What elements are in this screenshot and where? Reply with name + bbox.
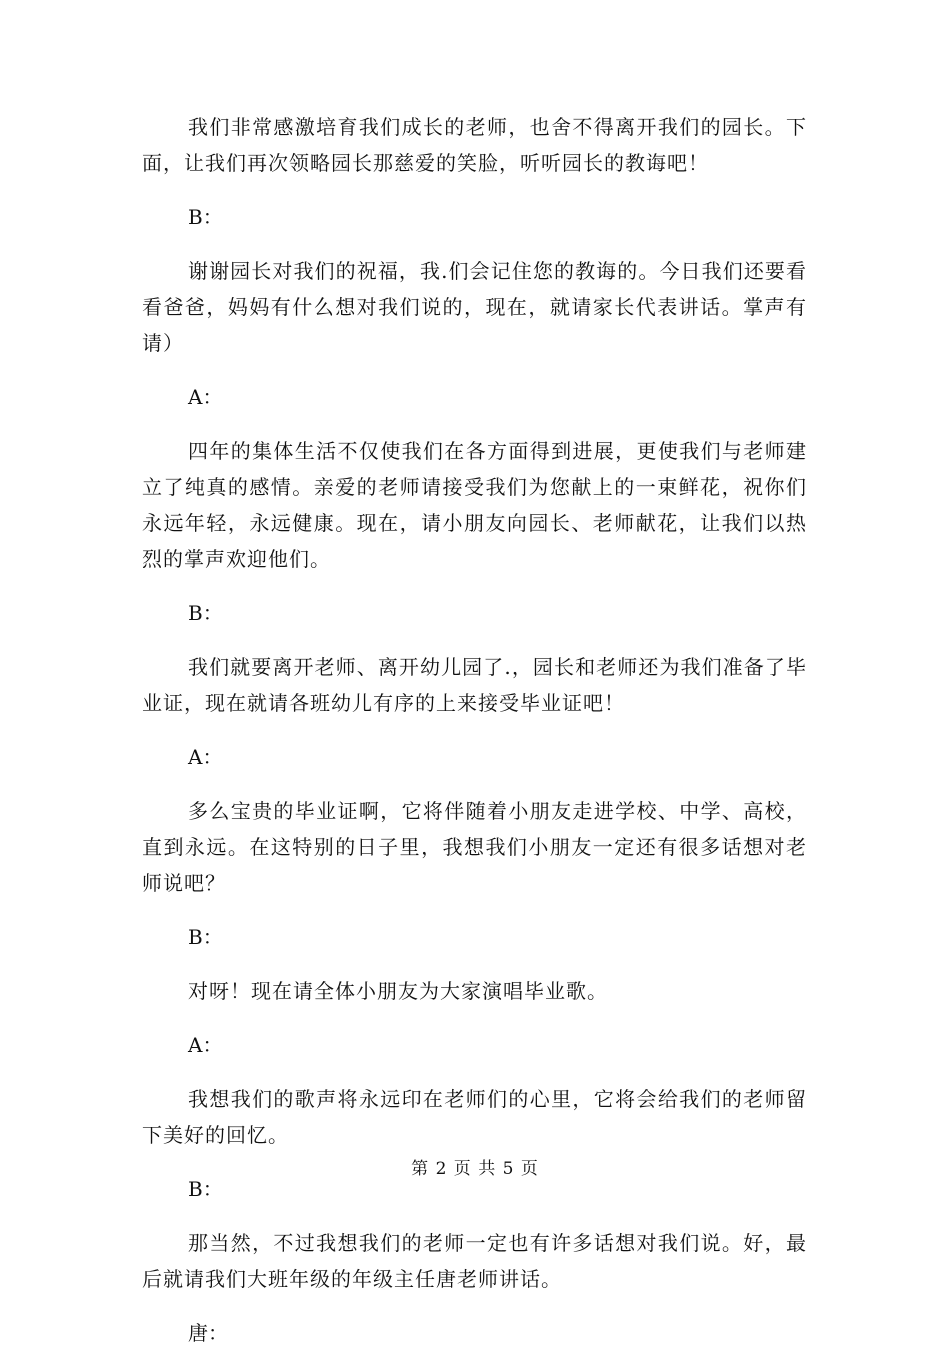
speaker-label: A： <box>188 385 223 409</box>
speaker-label: 唐： <box>188 1321 228 1345</box>
document-body <box>142 109 807 1369</box>
page-number-footer: 第 2 页 共 5 页 <box>411 1159 539 1179</box>
paragraph: 我们就要离开老师、离开幼儿园了.，园长和老师还为我们准备了毕业证，现在就请各班幼儿有序的上来接受毕业证吧！ <box>142 655 807 715</box>
paragraph: 对呀！现在请全体小朋友为大家演唱毕业歌。 <box>188 979 608 1003</box>
paragraph: 谢谢园长对我们的祝福，我.们会记住您的教诲的。今日我们还要看看爸爸，妈妈有什么想对我们说的，现在，就请家长代表讲话。掌声有请） <box>142 259 807 355</box>
speaker-label: B： <box>188 601 223 625</box>
speaker-label: A： <box>188 1033 223 1057</box>
speaker-label: B： <box>188 925 223 949</box>
paragraph: 我们非常感激培育我们成长的老师，也舍不得离开我们的园长。下面，让我们再次领略园长那慈爱的笑脸，听听园长的教诲吧！ <box>142 115 807 175</box>
paragraph: 四年的集体生活不仅使我们在各方面得到进展，更使我们与老师建立了纯真的感情。亲爱的老师请接受我们为您献上的一束鲜花，祝你们永远年轻，永远健康。现在，请小朋友向园长、老师献花，让我们以热烈的掌声欢迎他们。 <box>142 439 807 571</box>
paragraph: 多么宝贵的毕业证啊，它将伴随着小朋友走进学校、中学、高校，直到永远。在这特别的日子里，我想我们小朋友一定还有很多话想对老师说吧？ <box>142 799 807 895</box>
paragraph: 我想我们的歌声将永远印在老师们的心里，它将会给我们的老师留下美好的回忆。 <box>142 1087 807 1147</box>
speaker-label: B： <box>188 205 223 229</box>
paragraph: 那当然，不过我想我们的老师一定也有许多话想对我们说。好，最后就请我们大班年级的年级主任唐老师讲话。 <box>142 1231 807 1291</box>
speaker-label: A： <box>188 745 223 769</box>
speaker-label: B： <box>188 1177 223 1201</box>
